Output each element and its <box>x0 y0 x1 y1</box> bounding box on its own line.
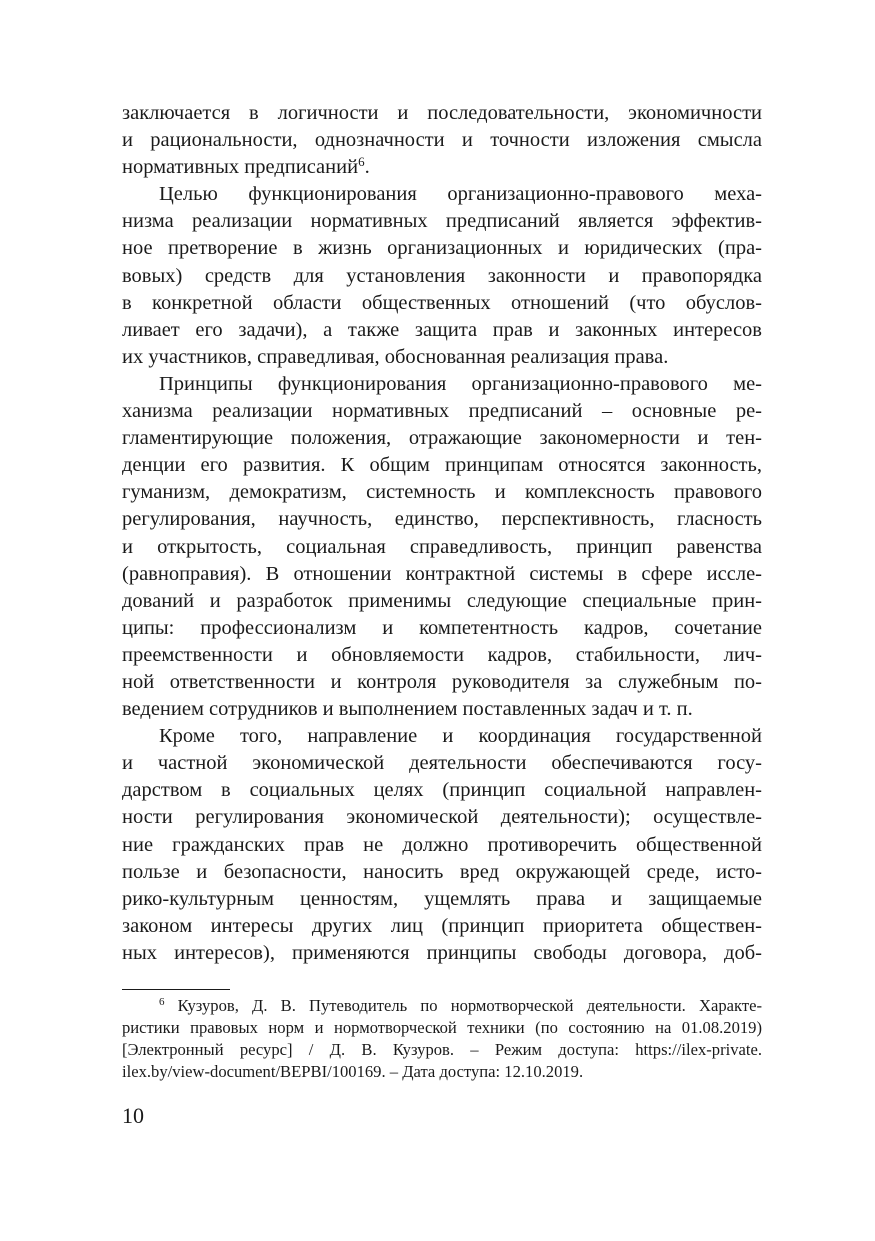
footnote-line: ристики правовых норм и нормотворческой техники (по состоянию на 01.08.2019) <box>122 1018 762 1037</box>
text-line: пользе и безопасности, наносить вред окружающей среде, исто- <box>122 860 762 883</box>
text-line: дарством в социальных целях (принцип социальной направлен- <box>122 779 762 802</box>
page-body <box>122 100 762 967</box>
text-line: Кроме того, направление и координация государственной <box>159 725 762 748</box>
text-fragment: . <box>364 156 370 179</box>
paragraph-4 <box>122 723 762 967</box>
text-line: ной ответственности и контроля руководителя за служебным по- <box>122 670 762 693</box>
text-line: заключается в логичности и последовательности, экономичности <box>122 102 762 124</box>
text-line: гламентирующие положения, отражающие закономерности и тен- <box>122 427 762 450</box>
text-line: денции его развития. К общим принципам относятся законность, <box>122 454 762 477</box>
text-line: и открытость, социальная справедливость, принцип равенства <box>122 535 762 558</box>
text-line: ливает его задачи), а также защита прав и законных интересов <box>122 318 762 341</box>
paragraph-3 <box>122 371 762 723</box>
paragraph-2 <box>122 181 762 371</box>
text-line: и частной экономической деятельности обеспечиваются госу- <box>122 752 762 775</box>
text-line <box>122 154 762 181</box>
footnote-line: ilex.by/view-document/BEPBI/100169. – Дата доступа: 12.10.2019. <box>122 1062 584 1081</box>
text-line: ное претворение в жизнь организационных и юридических (пра- <box>122 237 762 260</box>
footnote-line: [Электронный ресурс] / Д. В. Кузуров. – Режим доступа: https://ilex-private. <box>122 1040 762 1059</box>
text-line: рико-культурным ценностям, ущемлять права и защищаемые <box>122 887 762 910</box>
text-line: вовых) средств для установления законности и правопорядка <box>122 264 762 287</box>
footnote-number: 6 <box>159 996 165 1008</box>
text-line: их участников, справедливая, обоснованная реализация права. <box>122 345 669 368</box>
text-fragment: Кузуров, Д. В. Путеводитель по нормотворческой деятельности. Характе- <box>177 996 762 1015</box>
page-number: 10 <box>122 1103 144 1128</box>
text-line: Принципы функционирования организационно-правового ме- <box>159 372 762 395</box>
text-line: в конкретной области общественных отношений (что обуслов- <box>122 291 762 314</box>
text-line: ципы: профессионализм и компетентность кадров, сочетание <box>122 616 762 639</box>
text-line: регулирования, научность, единство, перспективность, гласность <box>122 508 762 531</box>
text-line: Целью функционирования организационно-правового меха- <box>159 183 762 206</box>
text-line: ние гражданских прав не должно противоречить общественной <box>122 833 762 856</box>
text-line: ности регулирования экономической деятельности); осуществле- <box>122 806 762 829</box>
footnote-divider <box>122 989 230 990</box>
text-line: и рациональности, однозначности и точности изложения смысла <box>122 129 762 152</box>
text-line: гуманизм, демократизм, системность и комплексность правового <box>122 481 762 504</box>
footnote-line <box>122 995 762 1017</box>
text-line: ведением сотрудников и выполнением поставленных задач и т. п. <box>122 698 693 721</box>
text-line: низма реализации нормативных предписаний является эффектив- <box>122 210 762 233</box>
text-line: ханизма реализации нормативных предписаний – основные ре- <box>122 400 762 423</box>
text-line: законом интересы других лиц (принцип приоритета обществен- <box>122 914 762 937</box>
text-line: преемственности и обновляемости кадров, стабильности, лич- <box>122 643 762 666</box>
footnote-6 <box>122 995 762 1083</box>
text-line: дований и разработок применимы следующие специальные прин- <box>122 589 762 612</box>
paragraph-1 <box>122 100 762 181</box>
text-line: (равноправия). В отношении контрактной системы в сфере иссле- <box>122 562 762 585</box>
main-text <box>122 100 762 967</box>
text-line: ных интересов), применяются принципы свободы договора, доб- <box>122 941 762 964</box>
footnote-reference[interactable]: 6 <box>358 154 365 170</box>
text-fragment: нормативных предписаний <box>122 156 359 179</box>
